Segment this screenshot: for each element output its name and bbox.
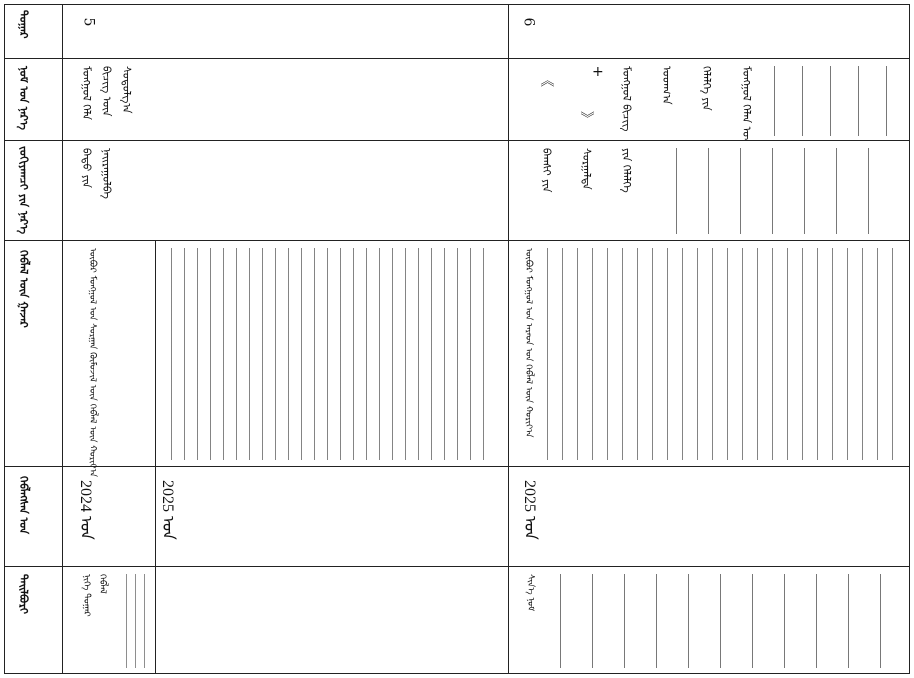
row-number: 6 [520,17,537,27]
row-divider-3 [4,240,910,241]
row6-title-block [760,66,890,136]
row6-publisher: ᠦᠪᠦᠷ ᠮᠣᠩᠭᠣᠯ ᠤᠨ ᠠᠷᠠᠳ ᠤᠨ ᠬᠡᠪᠯᠡᠯ ᠦᠨ ᠬᠣᠷᠢᠶ᠎ᠠ [523,248,534,438]
header-publisher: ᠬᠡᠪᠯᠡᠯ ᠦᠨ ᠭᠠᠵᠠᠷ [17,250,30,328]
row6-author-line: ᠪᠠᠭᠰᠢ ᠶᠢᠨ [540,148,553,193]
row6-publisher-block [540,248,900,460]
row5-year-1: 2024 ᠣᠨ [77,480,94,540]
row6-author-block [660,148,890,234]
row5-remark-block [122,574,150,668]
row5-title-line: ᠮᠣᠩᠭᠣᠯ ᠬᠡᠯᠡ [80,66,93,120]
row6-quote-open: 《 [538,73,554,87]
header-title: ᠨᠣᠮ ᠤᠨ ᠨᠡᠷ᠎ᠡ [17,66,30,130]
header-year: ᠬᠡᠪᠯᠡᠭᠰᠡᠨ ᠣᠨ [17,476,30,535]
row5-text-block [165,248,495,460]
header-remark: ᠲᠠᠢᠯᠪᠤᠷᠢ [17,574,30,615]
column-divider-2 [508,4,509,674]
column-divider-sub [155,240,156,673]
row6-remark-line: ᠰᠢᠨ᠎ᠡ ᠨᠣᠮ [525,574,536,612]
row-divider-2 [4,140,910,141]
row6-quote-close: 》 [578,111,594,125]
table-border-top [4,4,910,5]
row6-title-line: ᠤᠳᠬ᠎ᠠ [660,66,673,105]
row6-title-line: ᠮᠣᠩᠭᠣᠯ ᠪᠢᠴᠢᠭ [620,66,633,132]
header-number: ᠳᠤᠭᠠᠷ [17,10,30,39]
row6-author-line: ᠶᠢᠨ ᠬᠡᠯᠡᠯᠭᠡ [620,148,633,193]
row5-author-line: ᠨᠠᠢᠷᠠᠭᠤᠯᠪᠠ [100,148,113,199]
row-divider-1 [4,58,910,59]
row5-author-line: ᠪᠠᠲᠤ ᠶᠢᠨ [80,148,93,189]
row6-title-line: ᠮᠣᠩᠭᠣᠯ ᠬᠡᠯᠡᠨ ᠦ [740,66,753,141]
table-border-left [4,4,5,674]
row5-remark-line: ᠬᠡᠪᠯᠡᠯ [97,574,108,594]
row6-author-line: ᠰᠤᠷᠭᠠᠯᠲᠠ [580,148,593,190]
row6-title-line: ᠬᠡᠯᠡᠯᠭᠡ ᠶᠢᠨ [700,66,713,111]
row5-title-line: ᠰᠤᠳᠤᠯᠭ᠎ᠠ [120,66,133,114]
row5-year-2: 2025 ᠣᠨ [159,480,176,540]
row6-plus: + [592,64,604,80]
row6-remark-block [544,574,894,668]
row6-year: 2025 ᠣᠨ [521,480,538,540]
row5-remark-line: ᠨᠢᠭᠡ ᠳᠤᠭᠠᠷ [81,574,92,617]
header-author: ᠵᠣᠬᠢᠶᠠᠭᠴᠢ ᠶᠢᠨ ᠨᠡᠷ᠎ᠡ [17,146,30,235]
row5-title-line: ᠪᠢᠴᠢᠭ ᠦᠨ [100,66,113,117]
row-number: 5 [80,17,97,27]
table-border-right [909,4,910,674]
row5-publisher: ᠦᠪᠦᠷ ᠮᠣᠩᠭᠣᠯ ᠤᠨ ᠰᠤᠷᠭᠠᠨ ᠬᠦᠮᠦᠵᠢᠯ ᠦᠨ ᠬᠡᠪᠯᠡᠯ ᠦᠨ ᠬᠣᠷᠢᠶ᠎ᠠ [87,248,98,477]
row-divider-5 [4,566,910,567]
table-border-bottom [4,673,910,674]
column-divider-1 [62,4,63,674]
row-divider-4 [4,466,910,467]
